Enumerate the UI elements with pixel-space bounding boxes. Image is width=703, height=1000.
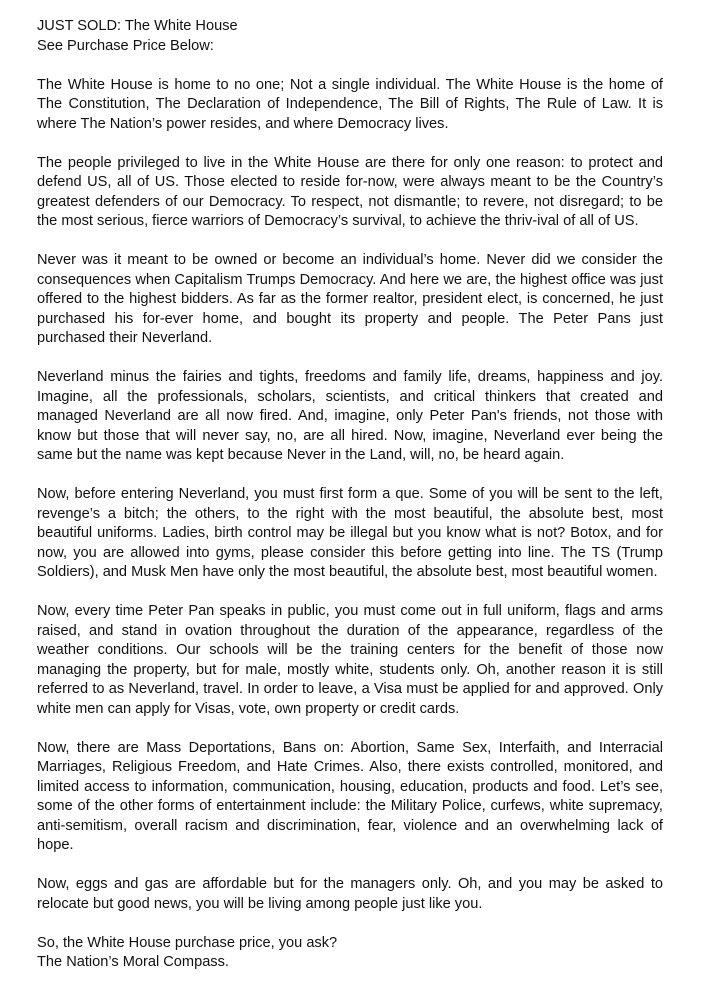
document-subtitle: See Purchase Price Below: (37, 37, 214, 54)
paragraph-7: Now, there are Mass Deportations, Bans on: Abortion, Same Sex, Interfaith, and Interracial Marriages, Religious Freedom, and Hate Crimes. Also, there exists controlled, monitored, and limited access to information, communication, housing, education, products and food. Let’s see, some of the other forms of entertainment include: the Military Police, curfews, white supremacy, anti-semitism, overall racism and discrimination, fear, violence and an overwhelming lack of hope. (37, 739, 663, 853)
paragraph-6: Now, every time Peter Pan speaks in public, you must come out in full uniform, flags and arms raised, and stand in ovation throughout the duration of the appearance, regardless of the weather conditions. Our schools will be the training centers for the benefit of those now managing the property, but for male, mostly white, students only. Oh, another reason it is still referred to as Neverland, travel. In order to leave, a Visa must be applied for and approved. Only white men can apply for Visas, vote, own property or credit cards. (37, 603, 663, 717)
paragraph-3: Never was it meant to be owned or become an individual’s home. Never did we consider the consequences when Capitalism Trumps Democracy. And here we are, the highest office was just offered to the highest bidders. As far as the former realtor, president elect, is concerned, he just purchased his for-ever home, and bought its property and people. The Peter Pans just purchased their Neverland. (37, 252, 663, 346)
document-page (37, 17, 663, 973)
closing-question: So, the White House purchase price, you ask? (37, 934, 338, 951)
paragraph-2: The people privileged to live in the White House are there for only one reason: to protect and defend US, all of US. Those elected to reside for-now, were always meant to be the Country’s greatest defenders of our Democracy. To respect, not dismantle; to revere, not disregard; to be the most serious, fierce warriors of Democracy’s survival, to achieve the thriv-ival of all of US. (37, 154, 663, 229)
paragraph-5: Now, before entering Neverland, you must first form a que. Some of you will be sent to the left, revenge’s a bitch; the others, to the right with the most beautiful, the absolute best, most beautiful uniforms. Ladies, birth control may be illegal but you know what is not? Botox, and for now, you are allowed into gyms, please consider this before getting into line. The TS (Trump Soldiers), and Musk Men have only the most beautiful, the absolute best, most beautiful women. (37, 486, 663, 580)
paragraph-4: Neverland minus the fairies and tights, freedoms and family life, dreams, happiness and joy. Imagine, all the professionals, scholars, scientists, and critical thinkers that created and managed Neverland are all now fired. And, imagine, only Peter Pan's friends, not those with know but those that will never say, no, are all hired. Now, imagine, Neverland ever being the same but the name was kept because Never in the Land, will, no, be heard again. (37, 369, 663, 463)
closing-answer: The Nation’s Moral Compass. (37, 954, 229, 970)
closing-block (37, 934, 663, 973)
paragraph-8: Now, eggs and gas are affordable but for the managers only. Oh, and you may be asked to relocate but good news, you will be living among people just like you. (37, 876, 663, 912)
paragraph-1: The White House is home to no one; Not a single individual. The White House is the home of The Constitution, The Declaration of Independence, The Bill of Rights, The Rule of Law. It is where The Nation’s power resides, and where Democracy lives. (37, 76, 663, 132)
document-title: JUST SOLD: The White House (37, 18, 238, 34)
